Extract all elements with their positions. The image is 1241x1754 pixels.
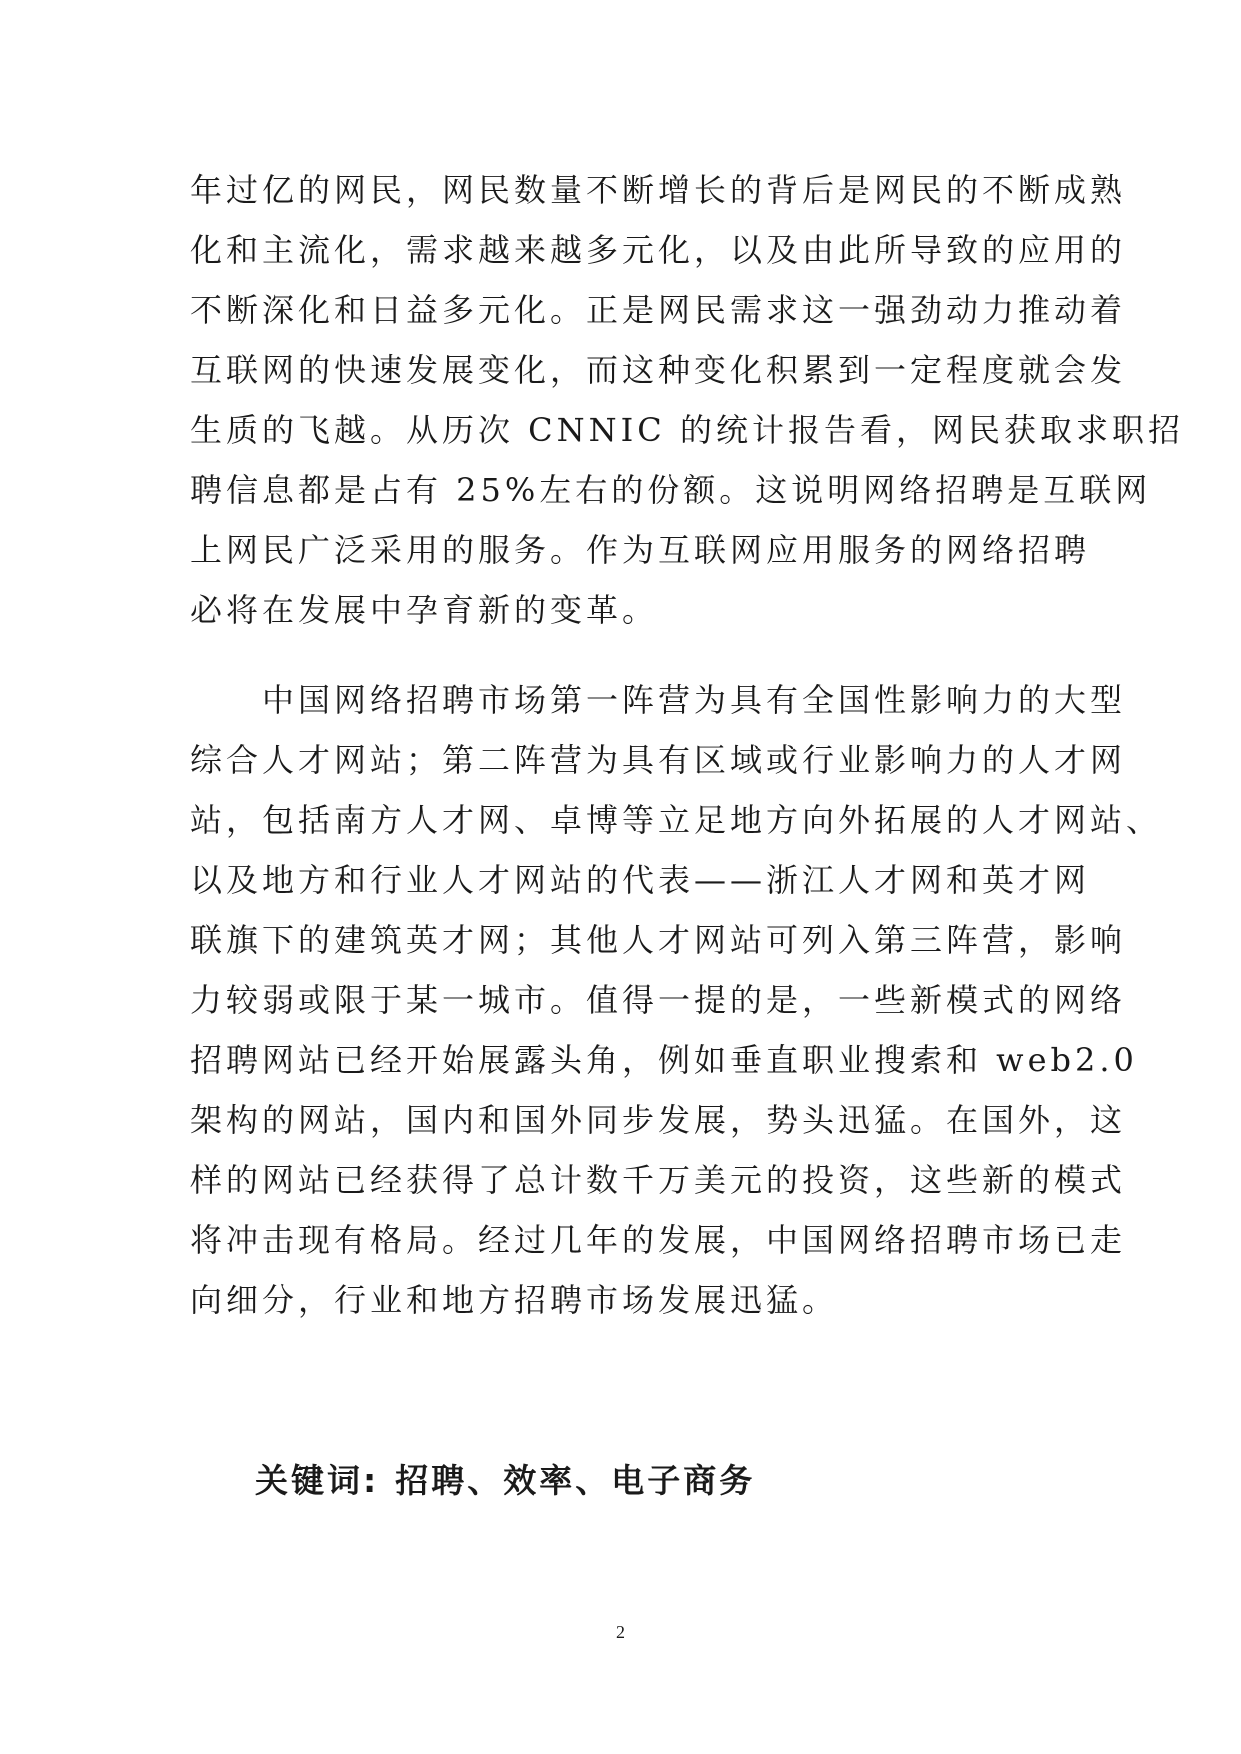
paragraph-line: 力较弱或限于某一城市。值得一提的是，一些新模式的网络 [190,981,1127,1019]
paragraph-line: 将冲击现有格局。经过几年的发展，中国网络招聘市场已走 [190,1221,1127,1259]
paragraph-line: 互联网的快速发展变化，而这种变化积累到一定程度就会发 [190,351,1127,389]
paragraph-line: 化和主流化，需求越来越多元化，以及由此所导致的应用的 [190,231,1127,269]
keywords-line [255,1455,755,1502]
paragraph-line: 架构的网站，国内和国外同步发展，势头迅猛。在国外，这 [190,1101,1127,1139]
paragraph-line: 中国网络招聘市场第一阵营为具有全国性影响力的大型 [190,681,1127,719]
paragraph-line: 向细分，行业和地方招聘市场发展迅猛。 [190,1281,839,1319]
paragraph-line: 年过亿的网民，网民数量不断增长的背后是网民的不断成熟 [190,171,1127,209]
body-paragraph-2 [190,670,1163,1330]
keywords-label: 关键词: [255,1461,380,1500]
keywords-value: 招聘、效率、电子商务 [395,1461,756,1500]
paragraph-line: 站，包括南方人才网、卓博等立足地方向外拓展的人才网站、 [190,801,1163,839]
paragraph-line: 生质的飞越。从历次 CNNIC 的统计报告看，网民获取求职招 [190,411,1184,449]
body-paragraph-1 [190,160,1184,640]
paragraph-line: 上网民广泛采用的服务。作为互联网应用服务的网络招聘 [190,531,1091,569]
paragraph-line: 联旗下的建筑英才网；其他人才网站可列入第三阵营，影响 [190,921,1127,959]
page-number: 2 [616,1622,625,1642]
paragraph-line: 不断深化和日益多元化。正是网民需求这一强劲动力推动着 [190,291,1127,329]
paragraph-line: 以及地方和行业人才网站的代表——浙江人才网和英才网 [190,861,1091,899]
paragraph-line: 必将在发展中孕育新的变革。 [190,591,659,629]
paragraph-line: 招聘网站已经开始展露头角，例如垂直职业搜索和 web2.0 [190,1041,1138,1079]
paragraph-line: 样的网站已经获得了总计数千万美元的投资，这些新的模式 [190,1161,1127,1199]
paragraph-line: 聘信息都是占有 25%左右的份额。这说明网络招聘是互联网 [190,471,1152,509]
paragraph-line: 综合人才网站；第二阵营为具有区域或行业影响力的人才网 [190,741,1127,779]
